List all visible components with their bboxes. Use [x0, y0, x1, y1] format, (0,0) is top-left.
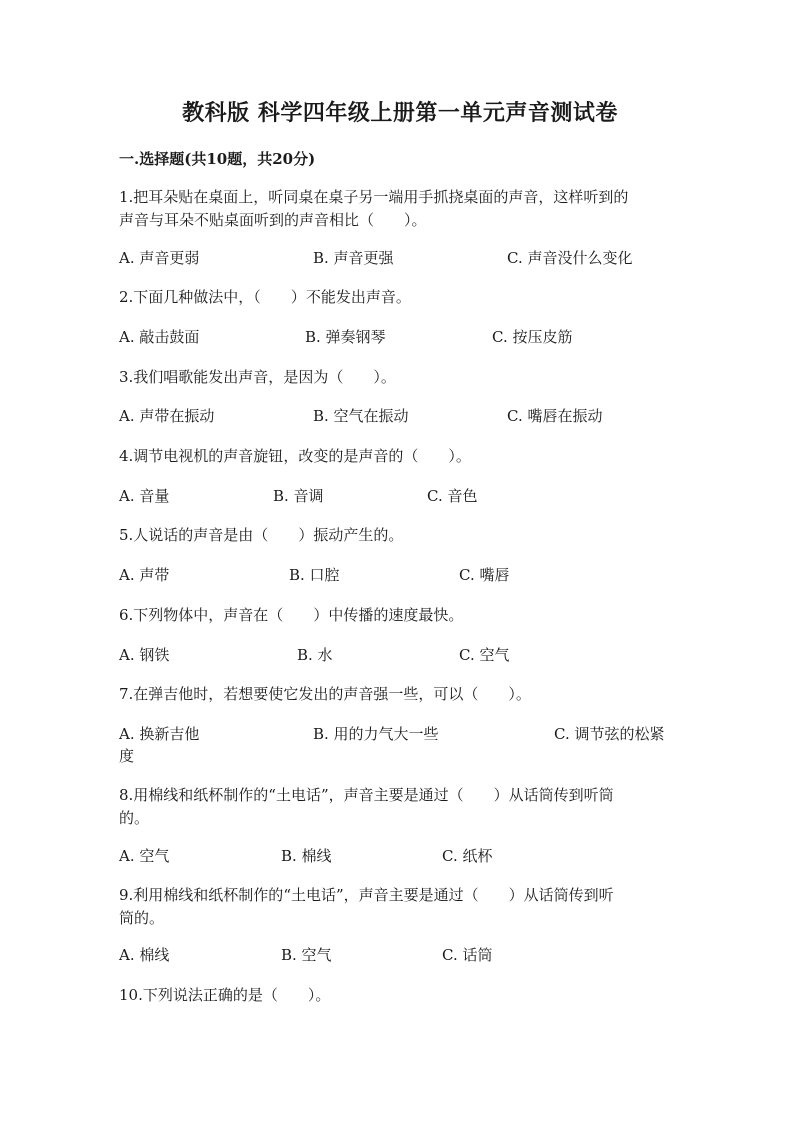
option-b: B. 空气	[281, 946, 332, 964]
section-heading: 一.选择题(共10题，共20分)	[119, 150, 316, 168]
option-c: C. 嘴唇	[459, 566, 510, 584]
option-b: B. 空气在振动	[313, 407, 409, 425]
page-title: 教科版 科学四年级上册第一单元声音测试卷	[182, 100, 618, 126]
question-text-cont: 声音与耳朵不贴桌面听到的声音相比（ ）。	[119, 211, 427, 229]
question-7	[119, 683, 689, 706]
option-b: B. 水	[297, 646, 333, 664]
option-a: A. 音量	[119, 487, 170, 505]
question-5	[119, 524, 689, 547]
question-text-cont: 筒的。	[119, 909, 165, 927]
question-8	[119, 784, 689, 830]
question-text: 3.我们唱歌能发出声音，是因为（ ）。	[119, 368, 396, 386]
option-a: A. 钢铁	[119, 646, 170, 664]
option-c: C. 按压皮筋	[492, 328, 573, 346]
option-b: B. 音调	[273, 487, 324, 505]
question-text: 1.把耳朵贴在桌面上，听同桌在桌子另一端用手抓挠桌面的声音，这样听到的	[119, 188, 629, 206]
option-c: C. 音色	[427, 487, 478, 505]
question-2	[119, 286, 689, 309]
question-text-cont: 的。	[119, 809, 150, 827]
question-text: 8.用棉线和纸杯制作的“土电话”，声音主要是通过（ ）从话筒传到听筒	[119, 786, 614, 804]
option-b: B. 弹奏钢琴	[305, 328, 386, 346]
option-b: B. 声音更强	[313, 249, 394, 267]
option-a: A. 换新吉他	[119, 725, 200, 743]
question-text: 6.下列物体中，声音在（ ）中传播的速度最快。	[119, 606, 464, 624]
option-c: C. 空气	[459, 646, 510, 664]
option-a: A. 声带在振动	[119, 407, 215, 425]
question-9	[119, 884, 689, 930]
question-1	[119, 186, 689, 232]
option-c-wrap: 度	[119, 747, 135, 765]
option-b: B. 棉线	[281, 847, 332, 865]
question-6	[119, 604, 689, 627]
option-a: A. 敲击鼓面	[119, 328, 200, 346]
option-a: A. 声音更弱	[119, 249, 200, 267]
question-10	[119, 984, 689, 1007]
question-text: 7.在弹吉他时，若想要使它发出的声音强一些，可以（ ）。	[119, 685, 531, 703]
option-c: C. 话筒	[442, 946, 493, 964]
question-3	[119, 366, 689, 389]
option-c: C. 嘴唇在振动	[507, 407, 603, 425]
question-text: 10.下列说法正确的是（ ）。	[119, 986, 331, 1004]
option-c: C. 纸杯	[442, 847, 493, 865]
option-c: C. 调节弦的松紧	[554, 725, 665, 743]
option-a: A. 声带	[119, 566, 170, 584]
option-a: A. 空气	[119, 847, 170, 865]
question-text: 5.人说话的声音是由（ ）振动产生的。	[119, 526, 404, 544]
question-text: 4.调节电视机的声音旋钮，改变的是声音的（ ）。	[119, 447, 471, 465]
question-text: 2.下面几种做法中，（ ）不能发出声音。	[119, 288, 411, 306]
option-b: B. 口腔	[289, 566, 340, 584]
option-a: A. 棉线	[119, 946, 170, 964]
question-4	[119, 445, 689, 468]
option-c: C. 声音没什么变化	[507, 249, 633, 267]
question-text: 9.利用棉线和纸杯制作的“土电话”，声音主要是通过（ ）从话筒传到听	[119, 886, 614, 904]
option-b: B. 用的力气大一些	[313, 725, 439, 743]
